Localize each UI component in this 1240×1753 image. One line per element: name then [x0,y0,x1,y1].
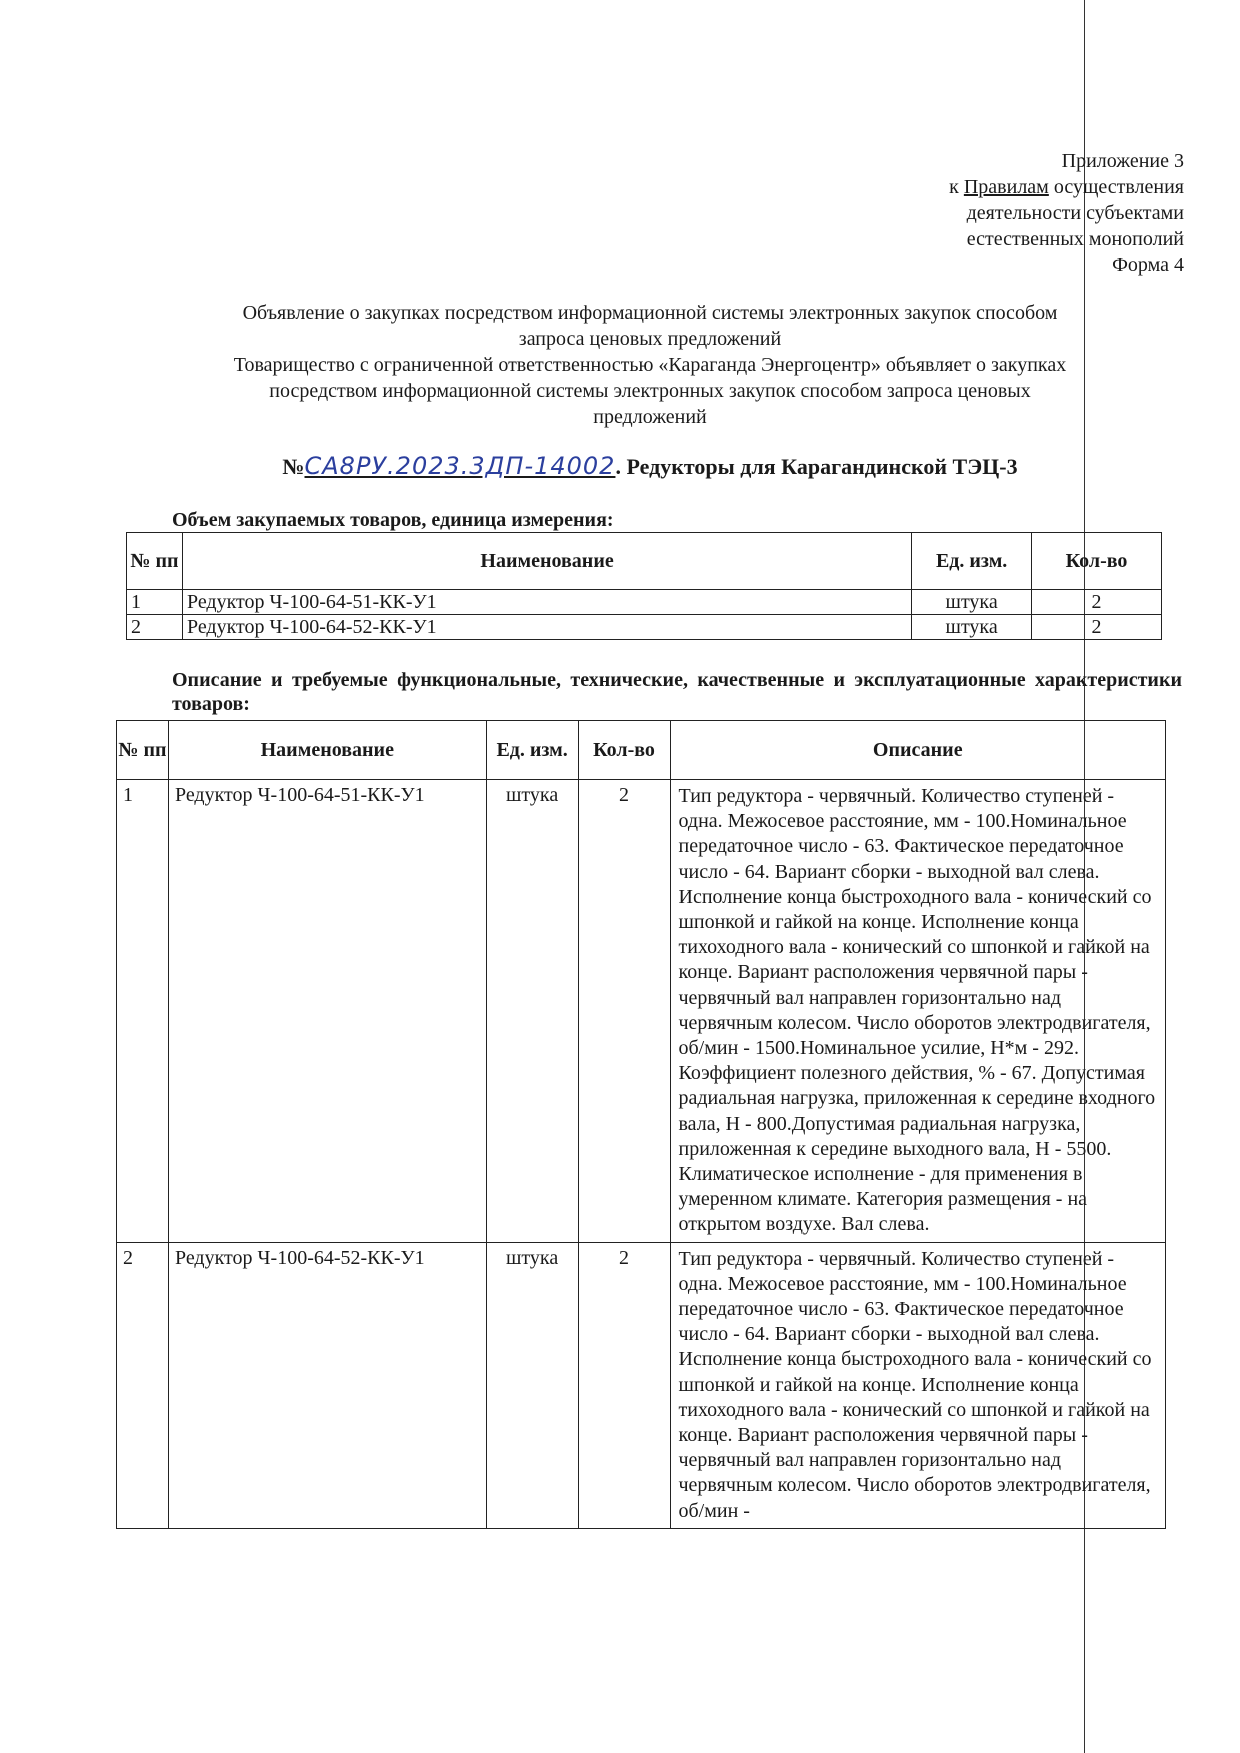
row-unit: штука [486,1242,578,1528]
row-num: 1 [127,590,183,615]
table-row [127,590,1162,615]
form-number: Форма 4 [1112,254,1184,276]
row-qty: 2 [578,1242,670,1528]
description-section-title: Описание и требуемые функциональные, технические, качественные и эксплуатационные характеристики товаров: [172,669,1182,715]
handwritten-lot-number: СА8РУ.2023.3ДП-14002 [304,452,616,480]
volume-table-header [127,533,1162,590]
row-qty: 2 [1032,590,1162,615]
lot-number-prefix: № [282,454,305,479]
table-row [117,1242,1166,1528]
announcement-line-4: посредством информационной системы электронных закупок способом запроса ценовых [269,380,1031,402]
announcement-line-5: предложений [593,406,707,428]
description-table [116,720,1166,1529]
appendix-suffix: осуществления [1048,176,1184,198]
appendix-line-4: естественных монополий [966,228,1184,250]
header-num: № пп [127,533,183,590]
row-qty: 2 [578,780,670,1243]
volume-section-title: Объем закупаемых товаров, единица измерения: [172,509,614,531]
header-qty: Кол-во [578,721,670,780]
row-name: Редуктор Ч-100-64-51-КК-У1 [182,590,911,615]
volume-table [126,532,1162,640]
announcement-line-3: Товарищество с ограниченной ответственностью «Караганда Энергоцентр» объявляет о закупках [233,354,1067,376]
appendix-line-2 [764,174,1184,200]
row-num: 2 [117,1242,169,1528]
row-unit: штука [486,780,578,1243]
row-unit: штука [912,590,1032,615]
header-qty: Кол-во [1032,533,1162,590]
announcement-heading [150,300,1150,430]
row-name: Редуктор Ч-100-64-52-КК-У1 [182,615,911,640]
appendix-line-1: Приложение 3 [1061,150,1184,172]
description-table-header [117,721,1166,780]
row-description: Тип редуктора - червячный. Количество ступеней - одна. Межосевое расстояние, мм - 100.Номинальное передаточное число - 63. Фактическое передаточное число - 64. Вариант сборки - выходной вал слева. Исполнение конца быстроходного вала - конический со шпонкой и гайкой на конце. Исполнение конца тихоходного вала - конический со шпонкой и гайкой на конце. Вариант расположения червячной пары - червячный вал направлен горизонтально над червячным колесом. Число оборотов электродвигателя, об/мин - 1500.Номинальное усилие, Н*м - 292. Коэффициент полезного действия, % - 67. Допустимая радиальная нагрузка, приложенная к середине входного вала, Н - 800.Допустимая радиальная нагрузка, приложенная к середине выходного вала, Н - 5500. Климатическое исполнение - для применения в умеренном климате. Категория размещения - на открытом воздухе. Вал слева. [670,780,1166,1243]
header-num: № пп [117,721,169,780]
lot-title [150,452,1150,480]
row-unit: штука [912,615,1032,640]
row-name: Редуктор Ч-100-64-52-КК-У1 [168,1242,486,1528]
rules-link[interactable]: Правилам [963,176,1049,198]
header-name: Наименование [182,533,911,590]
header-unit: Ед. изм. [486,721,578,780]
row-qty: 2 [1032,615,1162,640]
row-num: 1 [117,780,169,1243]
table-row [117,780,1166,1243]
header-unit: Ед. изм. [912,533,1032,590]
lot-name: . Редукторы для Карагандинской ТЭЦ-3 [615,454,1018,479]
appendix-prefix: к [949,176,964,198]
row-description: Тип редуктора - червячный. Количество ступеней - одна. Межосевое расстояние, мм - 100.Номинальное передаточное число - 63. Фактическое передаточное число - 64. Вариант сборки - выходной вал слева. Исполнение конца быстроходного вала - конический со шпонкой и гайкой на конце. Исполнение конца тихоходного вала - конический со шпонкой и гайкой на конце. Вариант расположения червячной пары - червячный вал направлен горизонтально над червячным колесом. Число оборотов электродвигателя, об/мин - [670,1242,1166,1528]
header-name: Наименование [168,721,486,780]
table-row [127,615,1162,640]
announcement-line-1: Объявление о закупках посредством информационной системы электронных закупок способом [242,302,1058,324]
row-name: Редуктор Ч-100-64-51-КК-У1 [168,780,486,1243]
announcement-line-2: запроса ценовых предложений [518,328,782,350]
appendix-header [764,148,1184,278]
header-desc: Описание [670,721,1166,780]
appendix-line-3: деятельности субъектами [966,202,1184,224]
row-num: 2 [127,615,183,640]
